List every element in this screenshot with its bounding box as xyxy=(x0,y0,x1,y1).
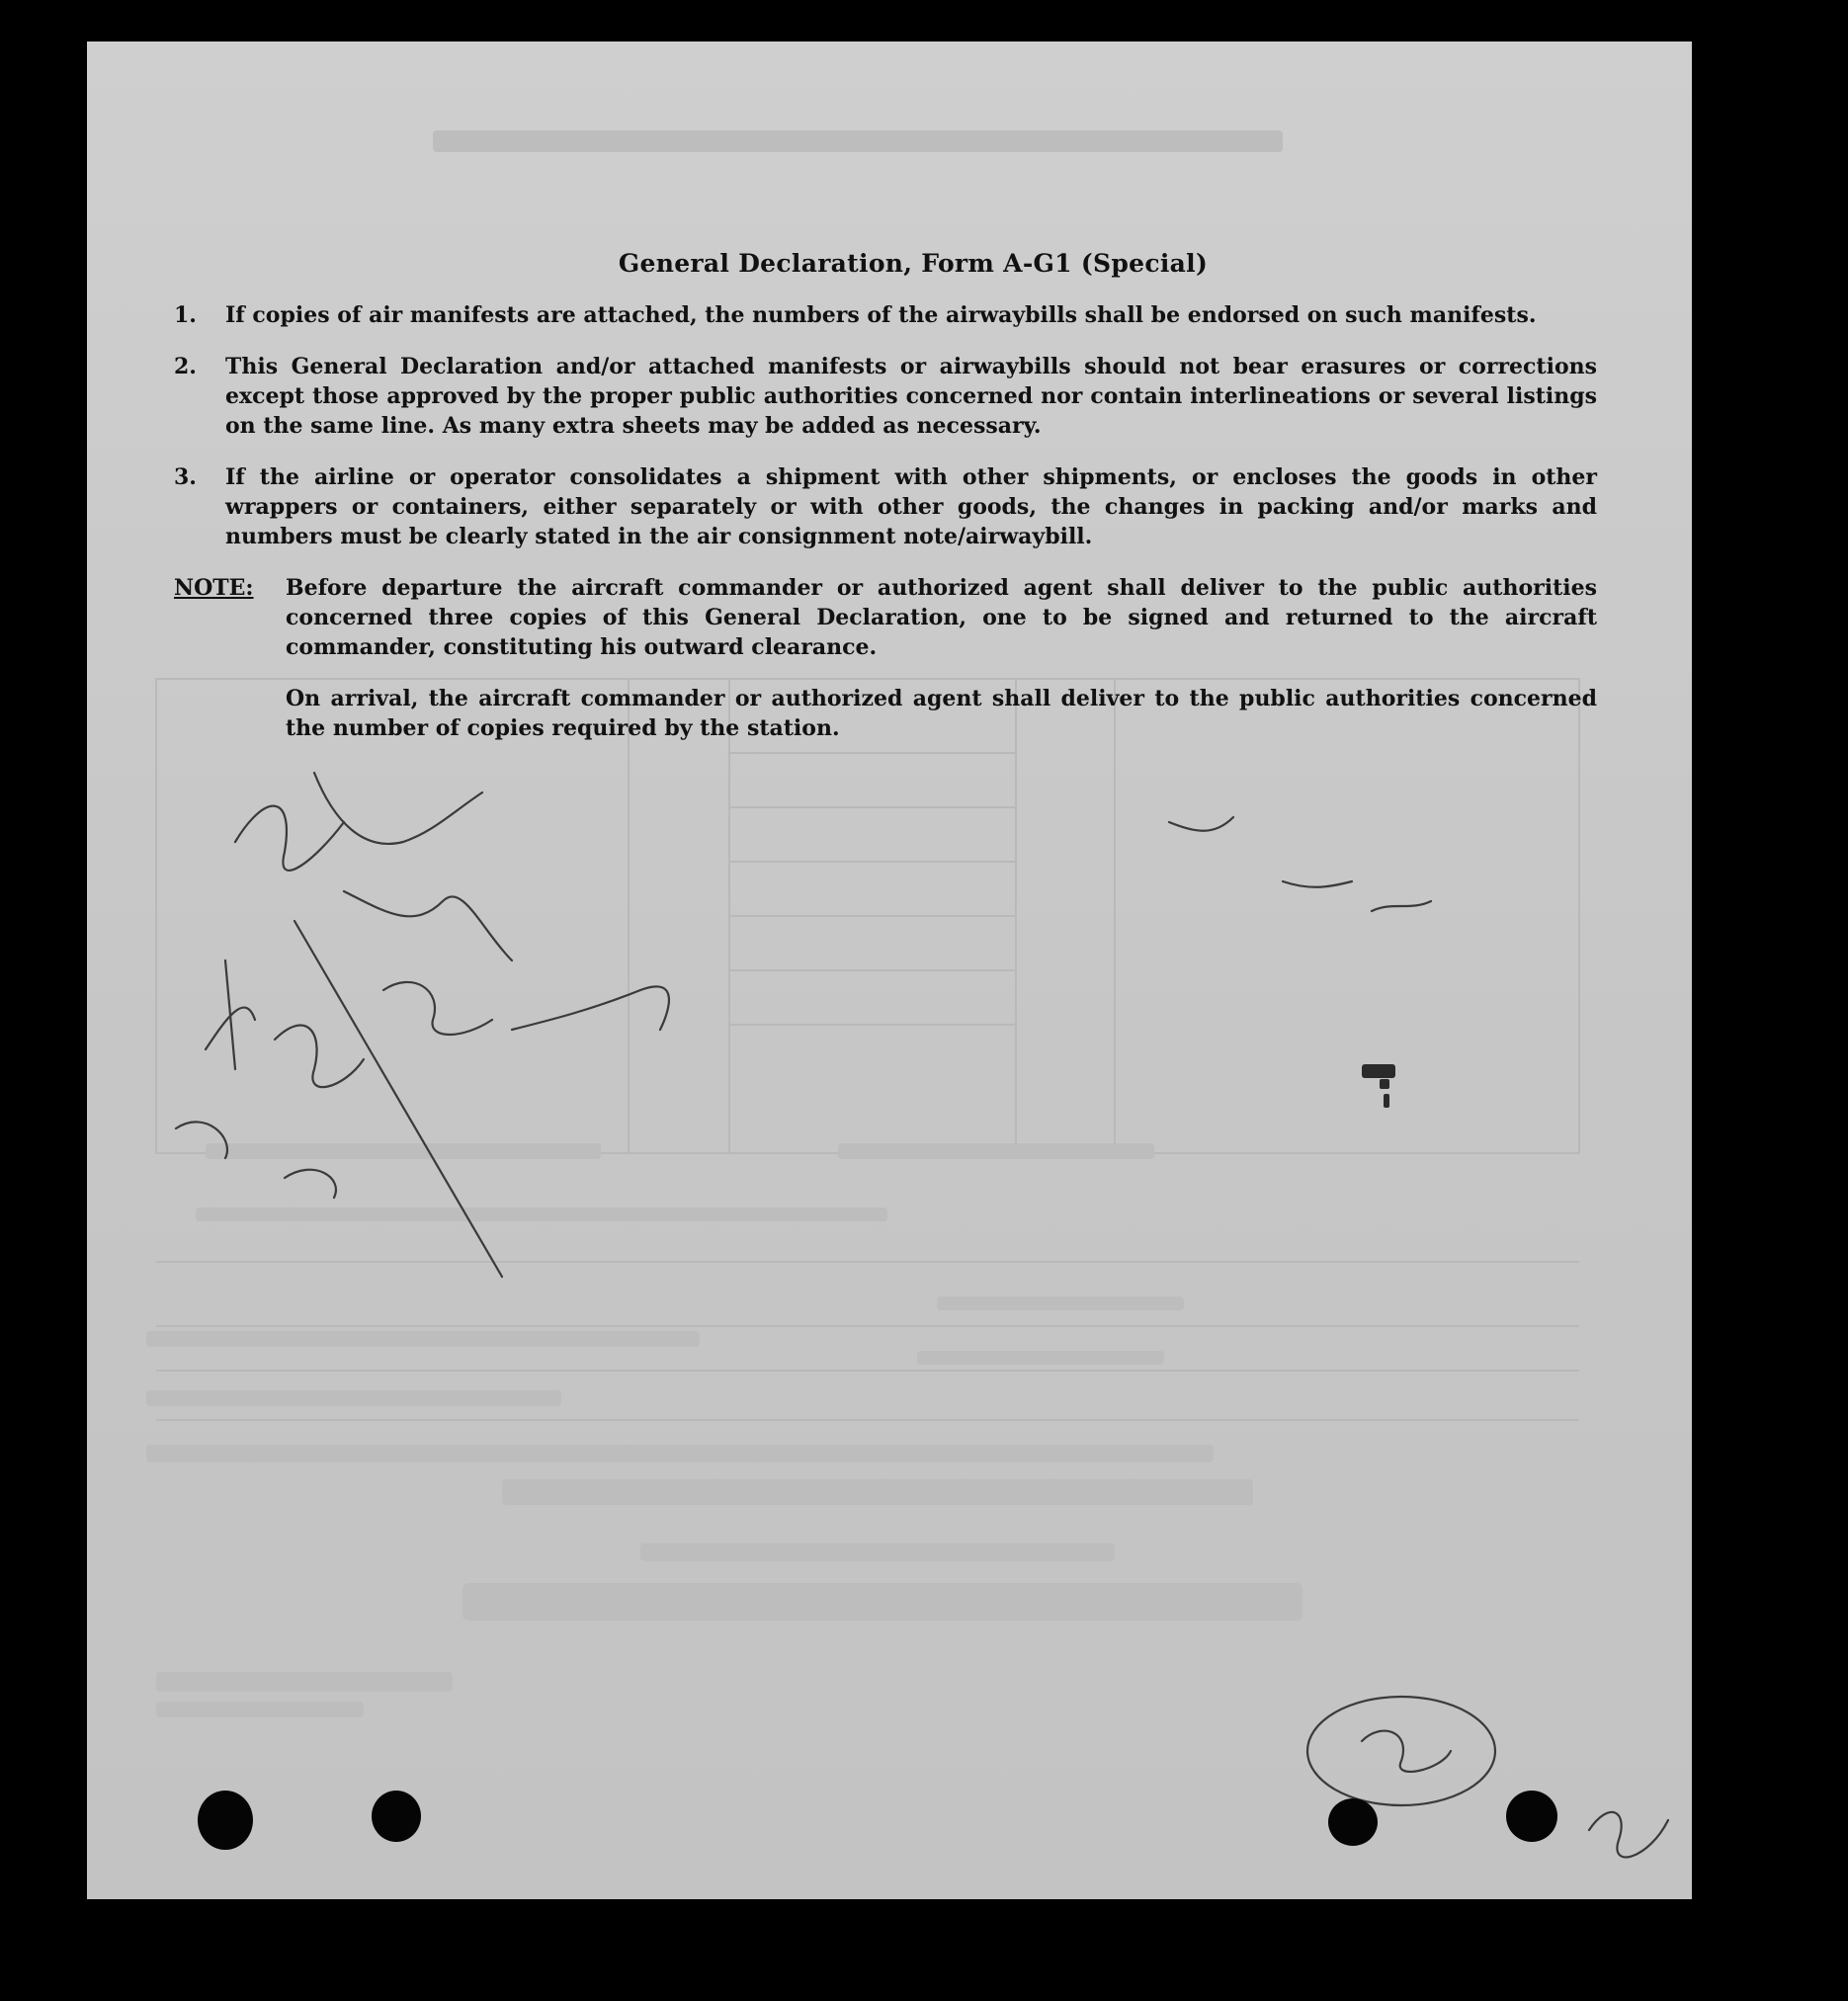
form-instructions xyxy=(174,209,1597,743)
item-text: If copies of air manifests are attached, the numbers of the airwaybills shall be endorsed on such manifests. xyxy=(225,302,1537,328)
note-paragraph-arrival: On arrival, the aircraft commander or authorized agent shall deliver to the public authorities concerned the number of copies required by the station. xyxy=(286,686,1597,741)
item-number: 1. xyxy=(174,302,197,328)
note-paragraph-departure: Before departure the aircraft commander or authorized agent shall deliver to the public authorities concerned three copies of this General Declaration, one to be signed and returned to the aircraft commander, constituting his outward clearance. xyxy=(286,575,1597,660)
punch-hole-icon xyxy=(372,1791,421,1842)
item-text: This General Declaration and/or attached manifests or airwaybills should not bear erasures or corrections except those approved by the proper public authorities concerned nor contain interlineations or several listings on the same line. As many extra sheets may be added as necessary. xyxy=(225,354,1597,439)
document-page xyxy=(87,42,1692,1899)
handwriting-marks xyxy=(176,773,1668,1857)
instruction-item xyxy=(174,300,1597,330)
item-text: If the airline or operator consolidates a shipment with other shipments, or encloses the goods in other wrappers or containers, either separately or with other goods, the changes in packing and/or marks and numbers must be clearly stated in the air consignment note/airwaybill. xyxy=(225,464,1597,549)
page-title: General Declaration, Form A-G1 (Special) xyxy=(618,249,1209,278)
note-block xyxy=(174,573,1597,662)
item-number: 2. xyxy=(174,354,197,379)
punch-hole-icon xyxy=(1506,1791,1557,1842)
item-number: 3. xyxy=(174,464,197,490)
punch-hole-icon xyxy=(198,1791,253,1850)
ink-marks xyxy=(1362,1064,1395,1108)
instruction-item xyxy=(174,462,1597,551)
punch-hole-icon xyxy=(1328,1798,1378,1846)
instruction-item xyxy=(174,352,1597,441)
note-label: NOTE: xyxy=(174,575,254,601)
